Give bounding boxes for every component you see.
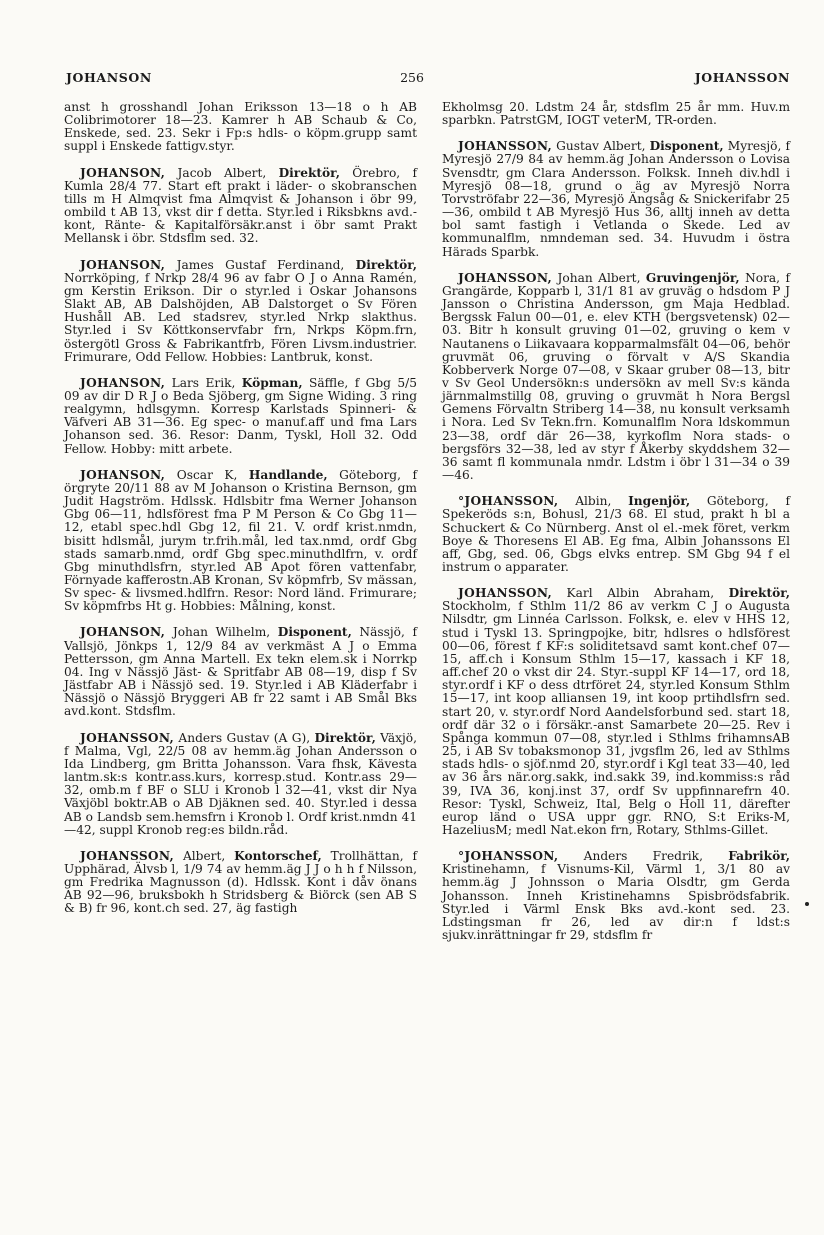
entry-text: Växjö, f Malma, Vgl, 22/5 08 av hemm.äg Johan Andersson o Ida Lindberg, gm Britta Johansson. Vara fhsk, Kävesta lantm.sk:s kontr.ass.kurs, korresp.stud. Kontr.ass 29—32, omb.m f BF o SLU i Kronob l 32—41, vkst dir Nya Växjöbl boktr.AB o AB Djäknen sed. 40. Styr.led i dessa AB o Landsb sem.hemsfrn i Kronob l. Ordf krist.nmdn 41—42, suppl Kronob reg:es bildn.råd. (64, 730, 417, 837)
entry-given: Albin, (558, 494, 629, 509)
entry-text: Trollhättan, f Upphärad, Älvsb l, 1/9 74 av hemm.äg J J o h h f Nilsson, gm Fredrika Magnusson (d). Hdlssk. Kont i dåv önans AB 92—96, bruksbokh h Stridsberg & Biörck (sen AB S & B) fr 96, kont.ch sed. 27, äg fastigh (64, 848, 418, 916)
entry-right-1 (442, 140, 790, 258)
entry-occupation: Gruvingenjör, (645, 270, 740, 285)
entry-right-3 (442, 495, 790, 574)
entry-text: anst h grosshandl Johan Eriksson 13—18 o h AB Colibrimotorer 18—23. Kamrer h AB Schaub & Co, Enskede, sed. 23. Sekr i Fp:s hdls- o köpm.grupp samt suppl i Enskede fattigv.styr. (64, 100, 417, 154)
entry-left-5 (64, 626, 417, 718)
page-header (0, 70, 824, 88)
entry-occupation: Direktör, (355, 257, 417, 272)
entry-text: Örebro, f Kumla 28/4 77. Start eft prakt i läder- o skobranschen tills m H Almqvist fma Almqvist & Johanson i öbr 99, ombild t AB 13, vkst dir f detta. Styr.led i Riksbkns avd.-kont, Ränte- & Kapitalförsäkr.anst i öbr samt Prakt Mellansk i öbr. Stdsflm sed. 32. (64, 165, 417, 246)
entry-occupation: Kontorschef, (234, 848, 322, 863)
entry-text: Göteborg, f örgryte 20/11 88 av M Johanson o Kristina Bernson, gm Judit Hagström. Hdlssk. Hdlsbitr fma Werner Johanson Gbg 06—11, hdlsförest fma P M Person & Co Gbg 11—12, etabl spec.hdl Gbg 12, fil 21. V. ordf krist.nmdn, bisitt hdlsmål, jurym tr.frih.mål, led tax.nmd, ordf Gbg stads samarb.nmd, ordf Gbg spec.minuthdlfrn, v. ordf Gbg minuthdlsfrn, styr.led AB Apot fören vattenfabr, Förnyade kafferostn.AB Kronan, Sv köpmfrb, Sv mässan, Sv spec- & livsmed.hdlfrn. Resor: Nord länd. Frimurare; Sv köpmfrbs Ht g. Hobbies: Målning, konst. (64, 467, 417, 614)
entry-occupation: Köpman, (241, 375, 303, 390)
entry-text: Norrköping, f Nrkp 28/4 96 av fabr O J o Anna Ramén, gm Kerstin Erikson. Dir o styr.led i Oskar Johansons Slakt AB, AB Dalshöjden, AB Dalstorget o Sv Fören Hushåll AB. Led stadsrev, styr.led Nrkp slakthus. Styr.led i Sv Köttkonservfabr frn, Nrkps Köpm.frn, östergötl Gross & Fabrikantfrb, Fören Livsm.industrier. Frimurare, Odd Fellow. Hobbies: Lantbruk, konst. (64, 270, 417, 364)
entry-left-6 (64, 732, 417, 837)
entry-name: JOHANSSON, (80, 848, 175, 863)
entry-right-5 (442, 850, 790, 942)
entry-occupation: Fabrikör, (728, 849, 790, 864)
entry-name: JOHANSON, (80, 467, 166, 482)
entry-left-0 (64, 101, 417, 154)
entry-right-4 (442, 587, 790, 837)
entry-occupation: Disponent, (649, 139, 724, 154)
entry-name: JOHANSSON, (80, 730, 175, 745)
entry-name: JOHANSON, (80, 257, 166, 272)
entry-name: JOHANSON, (80, 375, 166, 390)
entry-text: Myresjö, f Myresjö 27/9 84 av hemm.äg Johan Andersson o Lovisa Svensdtr, gm Clara Andersson. Folksk. Inneh div.hdl i Myresjö 08—18, grund o äg av Myresjö Norra Torvströfabr 22—36, Myresjö Ängsåg & Snickerifabr 25—36, ombild t AB Myresjö Hus 36, alltj inneh av detta bol samt fastigh i Vetlanda o Skede. Led av kommunalflm, nmndeman sed. 34. Huvudm i östra Härads Sparbk. (442, 139, 790, 259)
running-head-right: JOHANSSON (694, 70, 790, 85)
entry-name: JOHANSSON, (458, 270, 553, 285)
page-number: 256 (400, 70, 424, 85)
entry-text: Stockholm, f Sthlm 11/2 86 av verkm C J o Augusta Nilsdtr, gm Linnéa Carlsson. Folksk, e. elev v HHS 12, stud i Tyskl 13. Springpojke, bitr, hdlsres o hdlsförest 00—06, förest f KF:s soliditetsavd samt kont.chef 07—15, aff.ch i Konsum Sthlm 15—17, kassach i KF 18, aff.chef 20 o vkst dir 24. Styr.-suppl KF 14—17, ord 18, styr.ordf i KF o dess dtrföret 24, styr.led Konsum Sthlm 15—17, int koop alliansen 19, int koop prtihdlsfrn sed. start 20, v. styr.ordf Nord Aandelsforbund sed. start 18, ordf där 32 o i försäkr.-anst Samarbete 20—25. Rev i Spånga kommun 07—08, styr.led i Sthlms frihamnsAB 25, i AB Sv tobaksmonop 31, jvgsflm 26, led av Sthlms stads hdls- o sjöf.nmd 20, styr.ordf i Kgl teat 33—40, led av 36 års när.org.sakk, ind.sakk 39, ind.kommiss:s råd 39, IVA 36, konj.inst 37, ordf Sv uppfinnarefrn 40. Resor: Tyskl, Schweiz, Ital, Belg o Holl 11, därefter europ länd o USA uppr ggr. RNO, S:t Eriks-M, HazeliusM; medl Nat.ekon frn, Rotary, Sthlms-Gillet. (442, 599, 790, 837)
entry-text: Nässjö, f Vallsjö, Jönkps 1, 12/9 84 av verkmäst A J o Emma Pettersson, gm Anna Martell. Ex tekn elem.sk i Norrkp 04. Ing v Nässjö Jäst- & Spritfabr AB 08—19, disp f Sv Jästfabr AB i Nässjö sed. 19. Styr.led i AB Kläderfabr i Nässjö o Nässjö Bryggeri AB fr 22 samt i AB Smål Bks avd.kont. Stdsflm. (64, 625, 417, 719)
entry-given: James Gustaf Ferdinand, (165, 257, 356, 272)
entry-given: Oscar K, (165, 467, 249, 482)
entry-occupation: Direktör, (278, 165, 340, 180)
entry-occupation: Direktör, (314, 730, 376, 745)
entry-text: Säffle, f Gbg 5/5 09 av dir D R J o Beda Sjöberg, gm Signe Widing. 3 ring realgymn, hdlsgymn. Korresp Karlstads Spinneri- & Väfveri AB 31—36. Eg spec- o manuf.aff und fma Lars Johanson sed. 36. Resor: Danm, Tyskl, Holl 32. Odd Fellow. Hobby: mitt arbete. (64, 375, 417, 456)
entry-name: °JOHANSSON, (458, 849, 559, 864)
entry-right-0 (442, 101, 790, 127)
entry-text: Nora, f Grangärde, Kopparb l, 31/1 81 av gruväg o hdsdom P J Jansson o Christina Andersson, gm Maja Hedblad. Bergssk Falun 00—01, e. elev KTH (bergsvetensk) 02—03. Bitr h konsult gruving 01—02, gruving o kem v Nautanens o Liikavaara kopparmalmsfält 04—06, behör gruvmät 06, gruving o förvalt v A/S Skandia Kobberverk Norge 07—08, v Skaar gruber 08—13, bitr v Sv Geol Undersökn:s undersökn av mell Sv:s kända järnmalmstillg 08, gruving o gruvmät h Nora Bergsl Gemens Förvaltn Striberg 14—38, nu konsult verksamh i Nora. Led Sv Tekn.frn. Komunalflm Nora ldskommun 23—38, ordf där 26—38, kyrkoflm Nora stads- o bergsförs 32—38, led av styr f Åkerby skyddshem 32—36 samt fl kommunala nmdr. Ldstm i öbr l 31—34 o 39—46. (442, 270, 790, 483)
entry-given: Johan Albert, (552, 270, 646, 285)
entry-given: Albert, (174, 848, 235, 863)
entry-occupation: Handlande, (248, 467, 328, 482)
running-head-left: JOHANSON (66, 70, 152, 85)
entry-name: JOHANSON, (80, 165, 166, 180)
entry-given: Karl Albin Abraham, (552, 586, 729, 601)
entry-given: Jacob Albert, (165, 165, 279, 180)
margin-mark (805, 902, 809, 906)
entry-left-1 (64, 167, 417, 246)
entry-right-2 (442, 272, 790, 483)
entry-given: Lars Erik, (165, 375, 242, 390)
right-column (442, 101, 790, 955)
entry-given: Gustav Albert, (552, 139, 650, 154)
entry-left-4 (64, 469, 417, 614)
entry-left-7 (64, 850, 417, 916)
left-column (64, 101, 417, 929)
entry-occupation: Disponent, (277, 625, 352, 640)
entry-left-3 (64, 377, 417, 456)
entry-occupation: Ingenjör, (628, 494, 691, 509)
entry-text: Ekholmsg 20. Ldstm 24 år, stdsflm 25 år mm. Huv.m sparbkn. PatrstGM, IOGT veterM, TR-orden. (442, 100, 790, 128)
entry-occupation: Direktör, (728, 586, 790, 601)
entry-name: JOHANSSON, (458, 139, 553, 154)
entry-left-2 (64, 259, 417, 364)
entry-text: Kristinehamn, f Visnums-Kil, Värml 1, 3/1 80 av hemm.äg J Johnsson o Maria Olsdtr, gm Gerda Johansson. Inneh Kristinehamns Spisbrödsfabrik. Styr.led i Värml Ensk Bks avd.-kont sed. 23. Ldstingsman fr 26, led av dir:n f ldst:s sjukv.inrättningar fr 29, stdsflm fr (442, 862, 790, 943)
entry-name: JOHANSON, (80, 625, 166, 640)
entry-text: Göteborg, f Spekeröds s:n, Bohusl, 21/3 68. El stud, prakt h bl a Schuckert & Co Nürnberg. Anst ol el.-mek föret, verkm Boye & Thoresens El AB. Eg fma, Albin Johanssons El aff, Gbg, sed. 06, Gbgs elvks entrep. SM Gbg 94 f el instrum o apparater. (442, 494, 790, 574)
entry-given: Anders Fredrik, (558, 849, 729, 864)
entry-name: JOHANSSON, (458, 586, 553, 601)
entry-given: Anders Gustav (A G), (174, 730, 315, 745)
entry-given: Johan Wilhelm, (165, 625, 278, 640)
entry-name: °JOHANSSON, (458, 494, 559, 509)
